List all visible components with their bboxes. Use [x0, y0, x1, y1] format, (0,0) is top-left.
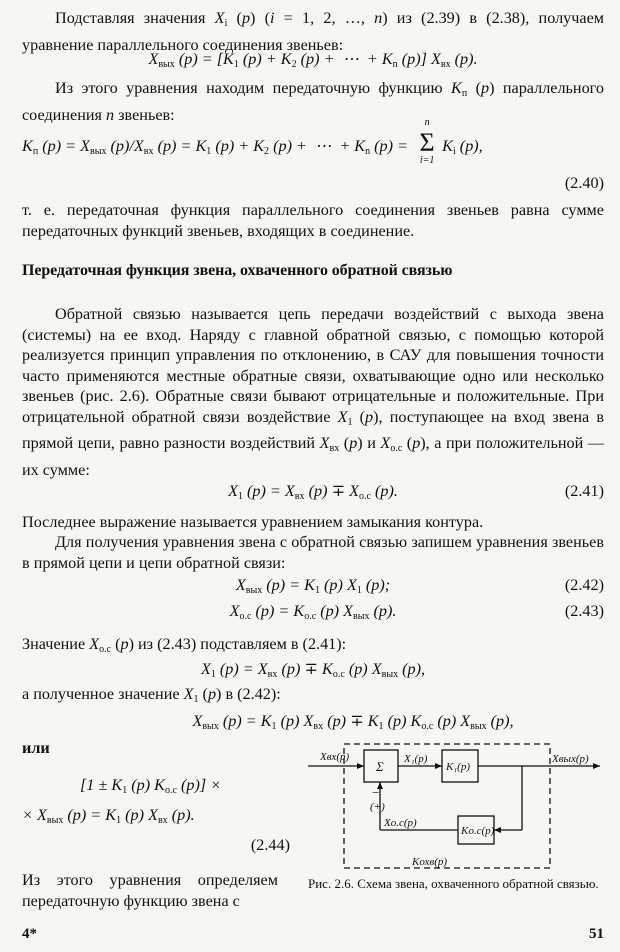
equation-xout-substituted: $X_{вых}$ $(p) = K_1$ (p) $X_{вх}$ $(p) \mp K_1$ (p) $K_{о.с}$ (p) $X_{вых}$ (p), — [192, 712, 514, 732]
input-label: Xвх(p) — [320, 751, 350, 763]
equation-number-2-44: (2.44) — [250, 836, 290, 854]
output-label: Xвых(p) — [552, 753, 589, 765]
paragraph-find-transfer: Из этого уравнения находим передаточную функцию $K_п$ (p) параллельного соединения n звеньев: — [22, 79, 605, 124]
equation-parallel: $X_{вых}$ $(p) = [K_1$ $(p) + K_2$ (p) + ⋯ + $K_n$ (p)] $X_{вх}$ (p). — [148, 50, 478, 70]
koc-label: Kо.с(p) — [461, 825, 495, 837]
paragraph-forward-and-feedback: Для получения уравнения звена с обратной связью запишем уравнения звеньев в прямой цепи и цепи обратной связи: — [22, 533, 604, 572]
sum-label: Σ — [376, 759, 384, 774]
paragraph-substitution: Подставляя значения $X_i$ (p) (i = 1, 2, …, n) из (2.39) в (2.38), получаем уравнение параллельного соединения звеньев: — [22, 9, 605, 54]
section-heading: Передаточная функция звена, охваченного обратной связью — [22, 262, 453, 279]
x1-signal-label: X₁(p) — [404, 753, 428, 765]
page-footer — [22, 926, 604, 943]
equation-2-41: $X_1$ $(p) = X_{вх}$ $(p) \mp X_{о.с}$ (p). (2.41) — [228, 482, 604, 502]
output-arrow — [593, 763, 600, 769]
paragraph-substitute-2-42: а полученное значение $X_1$ (p) в (2.42): — [22, 685, 281, 705]
feedback-block-diagram — [300, 738, 604, 878]
plus-sign: (+) — [370, 801, 385, 813]
equation-number-2-40: (2.40) — [564, 174, 604, 192]
x1-arrow — [435, 763, 442, 769]
page-number: 51 — [589, 926, 604, 942]
paragraph-feedback-definition: Обратной связью называется цепь передачи воздействий с выхода звена (системы) на ее вход. Наряду с главной обратной связью, с помощью которой реализуется принцип управления по отклонению, в САУ для повышения точности часто применяются местные обратные связи, охватывающие одно или несколько звеньев (рис. 2.6). Обратные связи бывают отрицательные и положительные. При отрицательной обратной связи воздействие $X_1$ (p), поступающее на вход звена в прямой цепи, равно разности воздействий $X_{вх}$ (p) и $X_{о.с}$ (p), а при положительной — их сумме: — [22, 305, 604, 479]
word-or: или — [22, 739, 50, 757]
equation-2-42: $X_{вых}$ $(p) = K_1$ (p) $X_1$ (p); (2.42) — [235, 576, 604, 596]
equation-2-44-line2: × $X_{вых}$ $(p) = K_1$ (p) $X_{вх}$ (p). — [22, 806, 195, 826]
equation-x1-substituted: $X_1$ $(p) = X_{вх}$ $(p) \mp K_{о.с}$ (p) $X_{вых}$ (p), — [200, 660, 426, 680]
equation-2-40: $K_п$ $(p) = X_{вых}$ $(p)/X_{вх}$ $(p) = K_1$ $(p) + K_2$ (p) + ⋯ + $K_n$ (p) = n Σ i=1 $K_i$ (p), — [22, 117, 483, 166]
koc-input-arrow — [494, 827, 501, 833]
summation-symbol: n Σ i=1 — [419, 117, 435, 166]
xoc-label: Xо.с(p) — [384, 817, 417, 829]
k1-label: K₁(p) — [446, 761, 470, 773]
paragraph-sum-conclusion: т. е. передаточная функция параллельного соединения звеньев равна сумме передаточных функций звеньев, входящих в соединение. — [22, 201, 604, 240]
equation-2-43: $X_{о.с}$ $(p) = K_{о.с}$ (p) $X_{вых}$ (p). (2.43) — [229, 602, 604, 622]
paragraph-transfer-function: Из этого уравнения определяем передаточную функцию звена с — [22, 871, 278, 910]
input-arrow — [357, 763, 364, 769]
figure-caption: Рис. 2.6. Схема звена, охваченного обратной связью. — [308, 876, 599, 891]
signature-mark: 4* — [22, 926, 37, 942]
minus-sign: − — [371, 785, 380, 800]
paragraph-substitute-2-43: Значение $X_{о.с}$ (p) из (2.43) подставляем в (2.41): — [22, 635, 347, 655]
paragraph-closure-equation: Последнее выражение называется уравнением замыкания контура. — [22, 513, 484, 531]
page — [22, 0, 604, 952]
kozv-label: Kохв(p) — [412, 856, 448, 868]
equation-2-44-line1: [$1 \pm K_1$ (p) $K_{о.с}$ (p)] × — [80, 776, 222, 796]
